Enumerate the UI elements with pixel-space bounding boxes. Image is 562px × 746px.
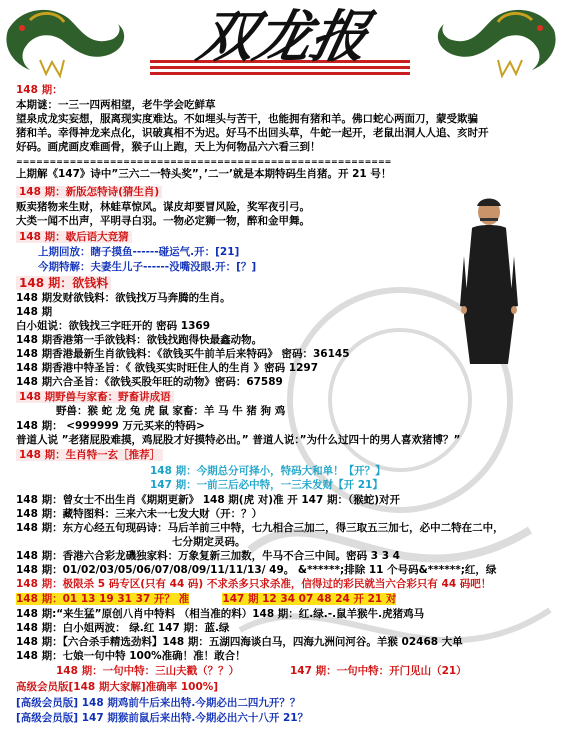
clue-line: 七分期定灵码。 — [172, 536, 246, 548]
section-heading — [16, 277, 111, 290]
issue-label: 148 期： — [16, 84, 63, 96]
riddle-text: 望泉成龙实妄想，服离现实度难达。不如埋头与苦干，也能拥有猪和羊。佛口蛇心两面刀，蒙受欺骗 — [16, 113, 478, 125]
clue-line: 148 期香港第一手欲钱料：欲钱找跑得快最鑫动物。 — [16, 334, 263, 346]
clue-line: 148 期：白小姐两波： 绿.红 147 期：蓝.绿 — [16, 622, 230, 634]
clue-line: 148 期：01/02/03/05/06/07/08/09/11/11/13/ 49。 &******;排除 11 个号码&******;红，绿 — [16, 564, 497, 576]
highlight-line: 148 期：今期总分可择小，特码大和单！【开？】 — [150, 465, 386, 477]
dragon-icon — [438, 10, 556, 76]
numbers-current: 148 期：01 13 19 31 37 开？ 准 — [16, 593, 190, 605]
section-heading — [16, 231, 132, 244]
clue-line: 普道人说 ”老猪屁股难摸，鸡屁股才好摸特必出。” 普道人说：”为什么过四十的男人喜欢猪博？” — [16, 434, 461, 446]
clue-line: 148 期：曾女士不出生肖《期期更新》 148 期(虎 对)准 开 147 期：（猴蛇)对开 — [16, 494, 400, 506]
section-heading-text: 148 期：生肖特一玄［推荐］ — [16, 449, 163, 461]
clue-line: 148 期:“来生猛”原创八肖中特料 （相当准的料）148 期：红.绿.-.鼠羊猴牛.虎猪鸡马 — [16, 608, 425, 620]
riddle-title: 本期谜：一三一四两相望，老牛学会吃鲜草 — [16, 99, 216, 111]
proverb-previous: 上期回放：瞎子摸鱼------碰运气.开：[21] — [38, 246, 240, 258]
clue-line: 148 期六合圣旨：《欲钱买股年旺的动物》密码：67589 — [16, 376, 283, 388]
man-photo — [458, 196, 520, 368]
vip-line: [高级会员版] 148 期鸡前牛后来出特.今期必出二四九开？？ — [16, 697, 301, 709]
numbers-line — [16, 593, 396, 606]
vip-line: [高级会员版] 147 期猴前鼠后来出特.今期必出六十八开 21？ — [16, 712, 309, 724]
poem-line: 贩卖猪物来生财，林蛙草惊风。谋皮却要冒风险，奖军夜引弓。 — [16, 201, 310, 213]
clue-line: 148 期：【六合杀手精选劲料】148 期：五湖四海谈白马，四海九洲问河谷。羊猴 02468 大单 — [16, 636, 463, 648]
clue-line: 148 期 — [16, 306, 53, 318]
section-heading-text: 148 期：欲钱料 — [16, 276, 111, 290]
clue-line: 148 期： <999999 万元买来的特码> — [16, 420, 205, 432]
clue-line: 148 期：香港六合彩龙磯独家料：万象复新三加数，牛马不合三中间。密码 3 3 4 — [16, 550, 400, 562]
highlight-line: 147 期：一前三后必中特，一三未发财【开 21】 — [150, 479, 383, 491]
clue-line: 148 期：七娘一句中特 100%准确！准！敢合！ — [16, 650, 246, 662]
page-title: 双龙报 — [192, 4, 374, 70]
previous-answer: 上期解《147》诗中”三六二一特头奖”，’二一’就是本期特码生肖猪。开 21 号！ — [16, 168, 392, 180]
one-phrase-current: 148 期：一句中特：三山夫戳（？？） — [56, 665, 240, 677]
section-heading — [16, 391, 174, 404]
riddle-text: 好码。画虎画皮难画骨，猴子山上跑，天上为何物品六六看三到！ — [16, 141, 321, 153]
section-heading — [16, 186, 162, 199]
riddle-text: 猪和羊。幸得神龙来点化，识破真相不为迟。好马不出回头草，牛蛇一起开，老鼠出洞人人追、亥时开 — [16, 127, 489, 139]
numbers-previous: 147 期 12 34 07 48 24 开 21 对 — [222, 593, 397, 605]
section-heading — [16, 449, 163, 462]
clue-line: 148 期发财欲钱料：欲钱找万马奔腾的生肖。 — [16, 292, 231, 304]
proverb-current: 今期特解：夫妻生儿子------没嘴没眼.开：[？] — [38, 261, 257, 273]
section-heading-text: 148 期野兽与家畜：野畜讲成语 — [16, 391, 174, 403]
clue-line: 148 期香港中特圣旨：《 欲钱买实时旺住人的生肖 》密码 1297 — [16, 362, 319, 374]
separator: ======================================================== — [16, 157, 392, 166]
one-phrase-previous: 147 期：一句中特：开门见山（21） — [290, 665, 467, 677]
dragon-icon — [6, 10, 124, 76]
section-heading-text: 148 期：新版怎特诗(猜生肖) — [16, 186, 162, 198]
vip-heading: 高级会员版[148 期大家解]准确率 100%] — [16, 681, 219, 693]
header-banner — [0, 0, 562, 80]
animals-line: 野兽：猴 蛇 龙 兔 虎 鼠 家畜：羊 马 牛 猪 狗 鸡 — [56, 405, 286, 417]
section-heading-text: 148 期：歇后语大竞猜 — [16, 231, 132, 243]
clue-line: 148 期香港最新生肖欲钱料：《欲钱买牛前羊后来特码》 密码：36145 — [16, 348, 350, 360]
clue-line: 148 期：藏特图料：三来六未一七发大财（开：？） — [16, 508, 263, 520]
header-art — [0, 0, 562, 80]
clue-line: 148 期：东方心经五句现码诗：马后羊前三中特，七九相合三加二，得三取五三加七，必中二特在二中， — [16, 522, 504, 534]
kill-numbers-line: 148 期：极限杀 5 码专区(只有 44 码) 不求杀多只求杀准，信得过的彩民就当六合彩只有 44 码吧！ — [16, 578, 492, 590]
poem-line: 大类一闻不出声，平明寻白羽。一物必定狮一物，醉和金甲舞。 — [16, 215, 310, 227]
clue-line: 白小姐说：欲钱找三字旺开的 密码 1369 — [16, 320, 211, 332]
